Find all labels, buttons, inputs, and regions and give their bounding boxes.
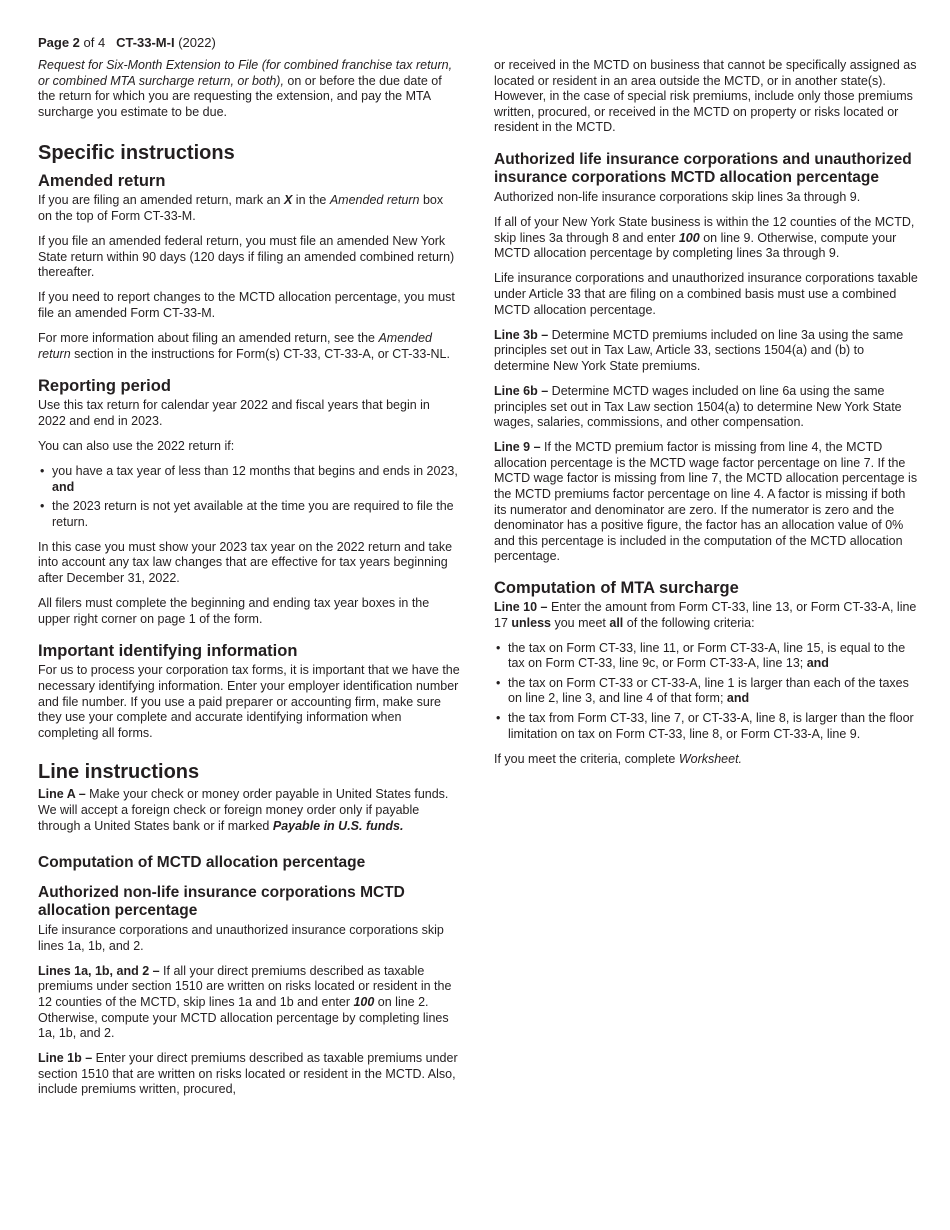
reporting-p1: Use this tax return for calendar year 2022 and fiscal years that begin in 2022 and end in 2023. xyxy=(38,398,430,428)
worksheet-paragraph: If you meet the criteria, complete Worksheet. xyxy=(494,751,743,766)
intro-paragraph: Request for Six-Month Extension to File (for combined franchise tax return, or combined MTA surcharge return, or both), on or before the due date of the return for which you are requesting the extension, and pay the MTA surcharge you estimate to be due. xyxy=(38,58,453,119)
line-6b-paragraph: Line 6b – Determine MCTD wages included on line 6a using the same principles set out in Tax Law section 1504(a) to determine New York State wages, salaries, commissions, and other compensation. xyxy=(494,383,902,430)
worksheet-reference: Worksheet. xyxy=(678,751,743,766)
left-column xyxy=(38,58,460,1108)
form-name: CT-33-M-I xyxy=(116,35,175,50)
life-p2: If all of your New York State business is within the 12 counties of the MCTD, skip lines 3a through 8 and enter 100 on line 9. Otherwise, compute your MCTD allocation percentage by completing lines 3a through 9. xyxy=(494,215,915,261)
criteria-list xyxy=(494,641,918,743)
line-a-paragraph: Line A – Make your check or money order payable in United States funds. We will accept a foreign check or foreign money order only if payable through a United States bank or if marked Payable in U.S. funds. xyxy=(38,787,449,833)
line-10-paragraph: Line 10 – Enter the amount from Form CT-33, line 13, or Form CT-33-A, line 17 unless you meet all of the following criteria: xyxy=(494,599,917,630)
mta-surcharge-heading: Computation of MTA surcharge xyxy=(494,578,739,597)
reporting-p3: In this case you must show your 2023 tax year on the 2022 return and take into account any tax law changes that are effective for tax years beginning after December 31, 2022. xyxy=(38,539,453,586)
extension-form-title: Request for Six-Month Extension to File (for combined franchise tax return, or combined MTA surcharge return, or both), xyxy=(38,58,453,88)
amended-p3: If you need to report changes to the MCTD allocation percentage, you must file an amended Form CT-33-M. xyxy=(38,290,455,320)
line-1b-paragraph: Line 1b – Enter your direct premiums described as taxable premiums under section 1510 that are written on risks located or resident in the MCTD. Also, include premiums written, procured, xyxy=(38,1051,458,1097)
life-heading: Authorized life insurance corporations and unauthorized insurance corporations MCTD allocation percentage xyxy=(494,150,912,186)
line-9-paragraph: Line 9 – If the MCTD premium factor is missing from line 4, the MCTD allocation percentage is the MCTD wage factor percentage on line 7. If the MCTD wage factor is missing from line 7, the MCTD allocation percentage is the MCTD premiums factor percentage on line 4. A factor is missing if both its numerator and denominator are zero. If the numerator is zero and the denominator has a positive figure, the factor has an allocation value of 0% and this percentage is included in the computation of the MCTD allocation percentage. xyxy=(494,440,918,564)
mctd-computation-heading: Computation of MCTD allocation percentage xyxy=(38,854,366,872)
life-p1: Authorized non-life insurance corporations skip lines 3a through 9. xyxy=(494,189,861,204)
reporting-list xyxy=(38,464,460,530)
list-item: • the 2023 return is not yet available at the time you are required to file the return. xyxy=(38,499,460,530)
list-item: • the tax from Form CT-33, line 7, or CT-33-A, line 8, is larger than the floor limitation on tax on Form CT-33, line 8, or Form CT-33-A, line 9. xyxy=(494,711,918,742)
continued-paragraph: or received in the MCTD on business that cannot be specifically assigned as located or resident in an area outside the MCTD, or in another state(s). However, in the case of special risk premiums, include only those premiums written, procured, or received in the MCTD on property or risks located or resident in the MCTD. xyxy=(494,58,917,135)
identifying-info-heading: Important identifying information xyxy=(38,642,298,661)
form-year: (2022) xyxy=(178,35,216,50)
page-of: of 4 xyxy=(83,35,106,50)
lines-1a-1b-2-paragraph: Lines 1a, 1b, and 2 – If all your direct premiums described as taxable premiums under section 1510 are written on risks located or resident in the 12 counties of the MCTD, skip lines 1a and 1b and enter 100 on line 2. Otherwise, compute your MCTD allocation percentage by completing lines 1a, 1b, and 2. xyxy=(38,963,452,1041)
list-item: • you have a tax year of less than 12 months that begins and ends in 2023, and xyxy=(38,464,460,495)
line-3b-paragraph: Line 3b – Determine MCTD premiums included on line 3a using the same principles set out in Tax Law, Article 33, sections 1504(a) and (b) to determine New York State premiums. xyxy=(494,327,904,373)
list-item: • the tax on Form CT-33, line 11, or Form CT-33-A, line 15, is equal to the tax on Form CT-33, line 9c, or Form CT-33-A, line 13; and xyxy=(494,641,918,672)
nonlife-p1: Life insurance corporations and unauthorized insurance corporations skip lines 1a, 1b, and 2. xyxy=(38,923,444,953)
amended-p2: If you file an amended federal return, you must file an amended New York State return within 90 days (120 days if filing an amended combined return) thereafter. xyxy=(38,234,455,280)
amended-p1: If you are filing an amended return, mark an X in the Amended return box on the top of Form CT-33-M. xyxy=(38,193,444,223)
reporting-period-heading: Reporting period xyxy=(38,377,171,396)
page-label: Page 2 xyxy=(38,35,80,50)
specific-instructions-heading: Specific instructions xyxy=(38,142,235,165)
list-item: • the tax on Form CT-33 or CT-33-A, line 1 is larger than each of the taxes on line 2, line 3, and line 4 of that form; and xyxy=(494,676,918,707)
reporting-p4: All filers must complete the beginning and ending tax year boxes in the upper right corner on page 1 of the form. xyxy=(38,596,430,626)
amended-p4: For more information about filing an amended return, see the Amended return section in the instructions for Form(s) CT-33, CT-33-A, or CT-33-NL. xyxy=(38,331,450,361)
page-header xyxy=(38,35,216,50)
amended-return-heading: Amended return xyxy=(38,172,166,191)
line-instructions-heading: Line instructions xyxy=(38,761,200,784)
right-column xyxy=(494,58,918,777)
identifying-p1: For us to process your corporation tax forms, it is important that we have the necessary identifying information. Enter your employer identification number and file number. If you use a paid preparer or accounting firm, make sure they use your complete and accurate identifying information when completing all forms. xyxy=(38,663,460,740)
nonlife-heading: Authorized non-life insurance corporations MCTD allocation percentage xyxy=(38,884,405,920)
reporting-p2: You can also use the 2022 return if: xyxy=(38,438,235,453)
life-p3: Life insurance corporations and unauthorized insurance corporations taxable under Article 33 that are filing on a combined basis must use a combined MCTD allocation percentage. xyxy=(494,271,918,317)
